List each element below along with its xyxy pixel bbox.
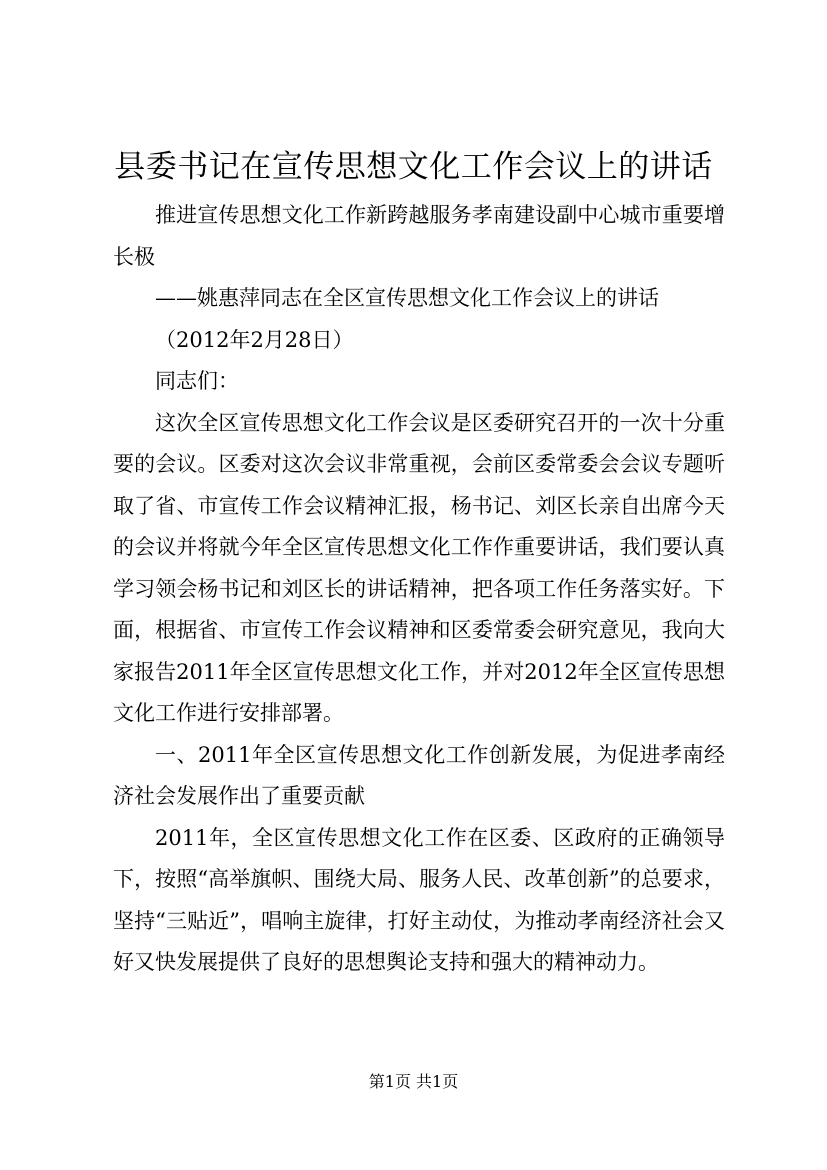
speaker-line: ——姚惠萍同志在全区宣传思想文化工作会议上的讲话 [155, 286, 659, 310]
document-body [113, 195, 725, 984]
section-heading: 一、2011年全区宣传思想文化工作创新发展，为促进孝南经济社会发展作出了重要贡献 [113, 742, 725, 808]
body-paragraph: 2011年，全区宣传思想文化工作在区委、区政府的正确领导下，按照“高举旗帜、围绕大局、服务人民、改革创新”的总要求，坚持“三贴近”，唱响主旋律，打好主动仗，为推动孝南经济社会又好又快发展提供了良好的思想舆论支持和强大的精神动力。 [113, 825, 725, 974]
document-subtitle: 推进宣传思想文化工作新跨越服务孝南建设副中心城市重要增长极 [113, 203, 725, 269]
document-title: 县委书记在宣传思想文化工作会议上的讲话 [114, 149, 713, 185]
date-line: （2012年2月28日） [155, 327, 354, 352]
page-number-footer: 第1页 共1页 [368, 1072, 459, 1091]
salutation: 同志们： [155, 369, 239, 393]
body-paragraph: 这次全区宣传思想文化工作会议是区委研究召开的一次十分重要的会议。区委对这次会议非常重视，会前区委常委会会议专题听取了省、市宣传工作会议精神汇报，杨书记、刘区长亲自出席今天的会议并将就今年全区宣传思想文化工作作重要讲话，我们要认真学习领会杨书记和刘区长的讲话精神，把各项工作任务落实好。下面，根据省、市宣传工作会议精神和区委常委会研究意见，我向大家报告2011年全区宣传思想文化工作，并对2012年全区宣传思想文化工作进行安排部署。 [113, 410, 725, 725]
